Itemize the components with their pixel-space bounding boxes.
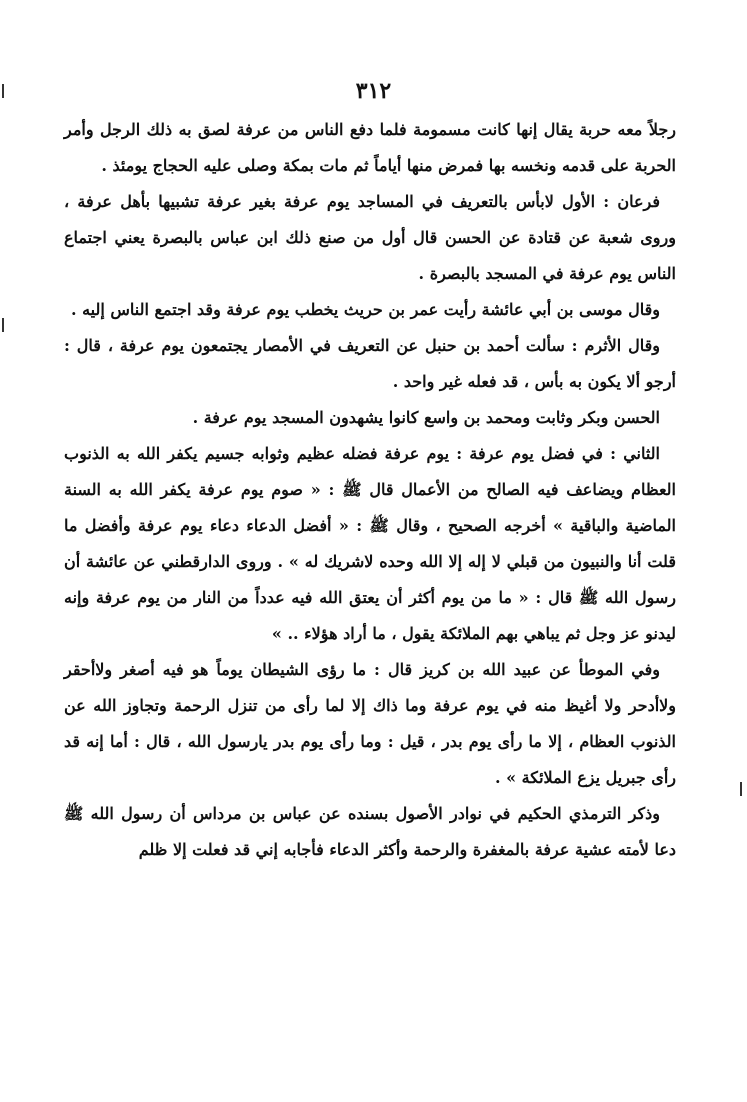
paragraph-8: وذكر الترمذي الحكيم في نوادر الأصول بسنده عن عباس بن مرداس أن رسول الله ﷺ دعا لأمته عشية عرفة بالمغفرة والرحمة وأكثر الدعاء فأجابه إني قد فعلت إلا ظلم [64, 804, 676, 859]
paragraph-2: فرعان : الأول لابأس بالتعريف في المساجد يوم عرفة بغير عرفة تشبيها بأهل عرفة ، وروى شعبة عن قتادة عن الحسن قال أول من صنع ذلك ابن عباس بالبصرة يعني اجتماع الناس يوم عرفة في المسجد بالبصرة . [64, 192, 676, 283]
paragraph-6: الثاني : في فضل يوم عرفة : يوم عرفة فضله عظيم وثوابه جسيم يكفر الله به الذنوب العظام ويضاعف فيه الصالح من الأعمال قال ﷺ : « صوم يوم عرفة يكفر الله به السنة الماضية والباقية » أخرجه الصحيح ، وقال ﷺ : « أفضل الدعاء دعاء يوم عرفة وأفضل ما قلت أنا والنبيون من قبلي لا إله إلا الله وحده لاشريك له » . وروى الدارقطني عن عائشة أن رسول الله ﷺ قال : « ما من يوم أكثر أن يعتق الله فيه عدداً من النار من يوم عرفة وإنه ليدنو عز وجل ثم يباهي بهم الملائكة يقول ، ما أراد هؤلاء .. » [64, 444, 676, 643]
margin-mark-lower-right [740, 782, 742, 796]
body-text [64, 112, 676, 868]
paragraph-4: وقال الأثرم : سألت أحمد بن حنبل عن التعريف في الأمصار يجتمعون يوم عرفة ، قال : أرجو ألا يكون به بأس ، قد فعله غير واحد . [64, 336, 676, 391]
paragraph-3: وقال موسى بن أبي عائشة رأيت عمر بن حريث يخطب يوم عرفة وقد اجتمع الناس إليه . [70, 300, 660, 319]
paragraph-7: وفي الموطأ عن عبيد الله بن كريز قال : ما رؤى الشيطان يوماً هو فيه أصغر ولاأحقر ولاأدحر ولا أغيظ منه في يوم عرفة وما ذاك إلا لما رأى من تنزل الرحمة وتجاوز الله عن الذنوب العظام ، إلا ما رأى يوم بدر ، قيل : وما رأى يوم بدر يارسول الله ، قال : أما إنه قد رأى جبريل يزع الملائكة » . [64, 660, 677, 787]
margin-mark-middle-left [2, 318, 4, 332]
paragraph-1: رجلاً معه حربة يقال إنها كانت مسمومة فلما دفع الناس من عرفة لصق به ذلك الرجل وأمر الحربة على قدمه ونخسه بها فمرض منها أياماً ثم مات بمكة وصلى عليه الحجاج يومئذ . [64, 120, 676, 175]
page-number: ٣١٢ [355, 78, 392, 104]
paragraph-5: الحسن وبكر وثابت ومحمد بن واسع كانوا يشهدون المسجد يوم عرفة . [192, 408, 660, 427]
